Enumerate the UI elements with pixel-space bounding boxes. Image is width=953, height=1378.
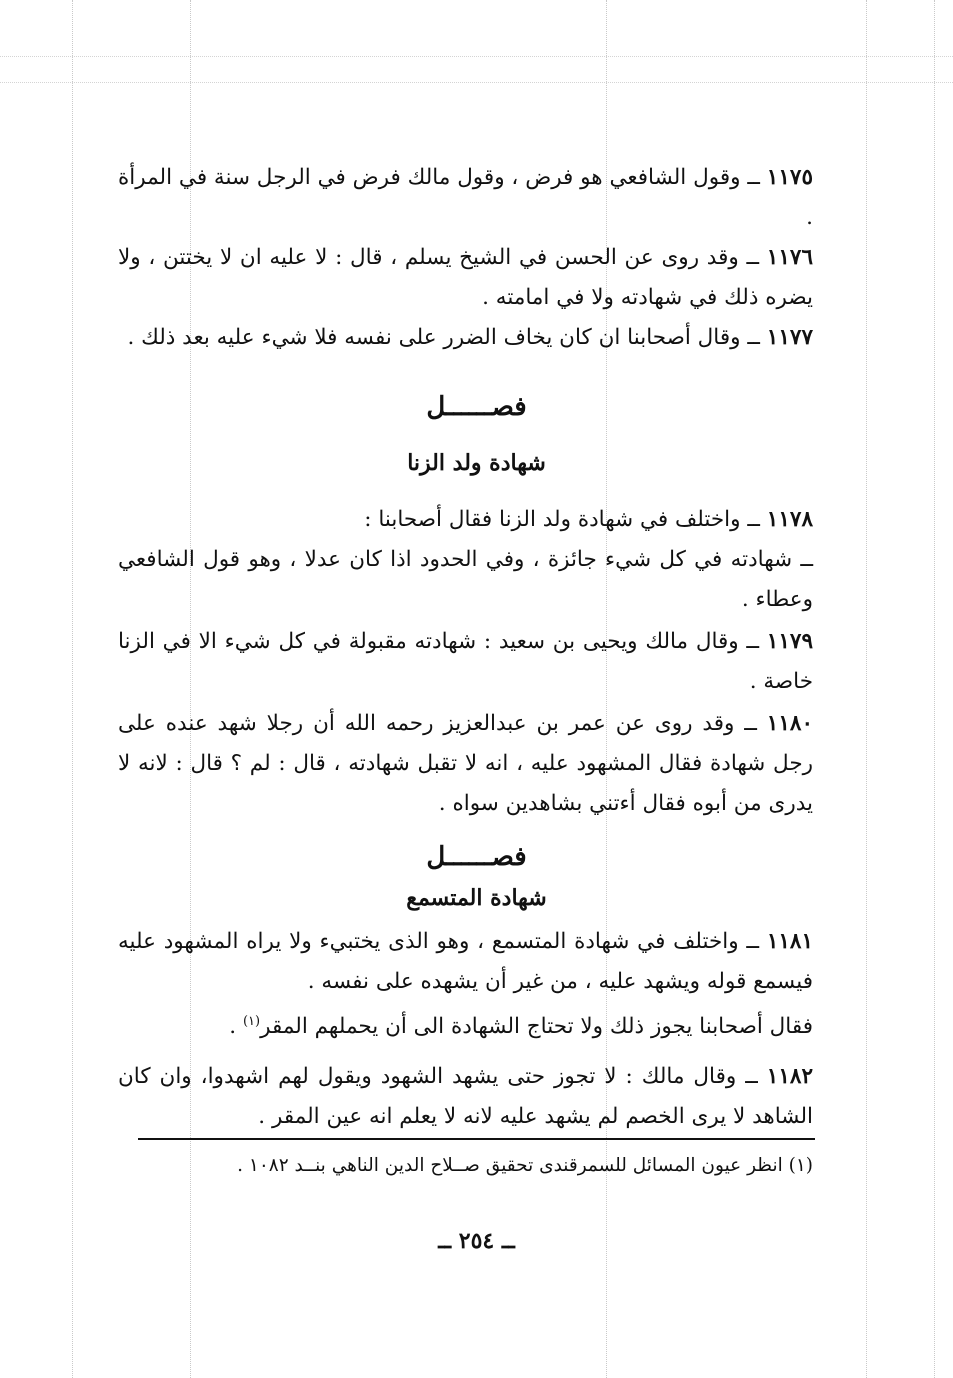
paragraph-1181-continued <box>118 1002 813 1047</box>
paragraph-1182 <box>118 1057 813 1137</box>
paragraph-1178-continued <box>118 540 813 620</box>
footnote-divider <box>138 1138 815 1140</box>
footnote-block <box>118 1150 813 1182</box>
paragraph-text: ــ وقد روى عن عمر بن عبدالعزيز رحمه الله أن رجلا شهد عنده على رجل شهادة فقال المشهود عليه ، انه لا تقبل شهادته ، قال : لم ؟ قال : لانه لا يدرى من أبوه فقال أءتني بشاهدين سواه . <box>118 711 813 816</box>
section-subheading <box>0 450 953 476</box>
scan-dotted-line <box>866 0 867 1378</box>
paragraph-number: ١١٨٢ <box>766 1064 813 1090</box>
paragraph-1175 <box>118 158 813 238</box>
paragraph-1179 <box>118 622 813 702</box>
paragraph-1181 <box>118 922 813 1002</box>
paragraph-number: ١١٧٩ <box>766 629 813 654</box>
scan-dotted-line <box>72 0 73 1378</box>
section-heading <box>0 392 953 422</box>
paragraph-number: ١١٨١ <box>766 929 814 954</box>
section-heading <box>0 842 953 872</box>
paragraph-text: ــ وقال مالك : لا تجوز حتى يشهد الشهود ويقول لهم اشهدوا، وان كان الشاهد لا يرى الخصم لم يشهد عليه لانه لا يعلم انه عين المقر . <box>118 1064 813 1130</box>
paragraph-text: ــ واختلف في شهادة ولد الزنا فقال أصحابنا : <box>364 507 760 532</box>
paragraph-group-middle <box>118 500 813 824</box>
section-heading-text: فصــــــل <box>426 842 527 872</box>
paragraph-text: ــ شهادته في كل شيء جائزة ، وفي الحدود اذا كان عدلا ، وهو قول الشافعي وعطاء . <box>118 547 813 612</box>
paragraph-text-end: . <box>229 1014 243 1040</box>
paragraph-number: ١١٧٥ <box>766 165 813 190</box>
paragraph-number: ١١٨٠ <box>766 711 813 736</box>
paragraph-1178 <box>118 500 813 540</box>
section-subheading-text: شهادة ولد الزنا <box>407 450 546 476</box>
paragraph-text: ــ وقول الشافعي هو فرض ، وقول مالك فرض في الرجل سنة في المرأة . <box>118 165 813 230</box>
section-subheading <box>0 885 953 911</box>
paragraph-number: ١١٧٧ <box>766 325 813 350</box>
section-heading-text: فصــــــل <box>426 392 527 422</box>
scan-dotted-line <box>934 0 935 1378</box>
paragraph-text: ــ واختلف في شهادة المتسمع ، وهو الذى يختبيء ولا يراه المشهود عليه فيسمع قوله ويشهد عليه ، من غير أن يشهده على نفسه . <box>118 929 813 994</box>
paragraph-1177 <box>118 318 813 358</box>
paragraph-number: ١١٧٨ <box>766 507 813 532</box>
paragraph-text: فقال أصحابنا يجوز ذلك ولا تحتاج الشهادة الى أن يحملهم المقر <box>260 1014 813 1040</box>
paragraph-group-top <box>118 158 813 358</box>
paragraph-group-bottom <box>118 922 813 1137</box>
page-number: ــ ٢٥٤ ــ <box>438 1228 515 1254</box>
scan-dotted-line <box>0 82 953 83</box>
paragraph-text: ــ وقال أصحابنا ان كان يخاف الضرر على نفسه فلا شيء عليه بعد ذلك . <box>127 325 760 350</box>
footnote: (١) انظر عيون المسائل للسمرقندى تحقيق صــلاح الدين الناهي بنــد ١٠٨٢ . <box>237 1155 813 1176</box>
section-subheading-text: شهادة المتسمع <box>406 885 547 911</box>
paragraph-text: ــ وقد روى عن الحسن في الشيخ يسلم ، قال : لا عليه ان لا يختتن ، ولا يضره ذلك في شهادته ولا في امامته . <box>118 245 813 310</box>
footnote-reference: (١) <box>242 1014 261 1029</box>
paragraph-number: ١١٧٦ <box>766 245 813 270</box>
paragraph-1180 <box>118 704 813 824</box>
paragraph-text: ــ وقال مالك ويحيى بن سعيد : شهادته مقبولة في كل شيء الا في الزنا خاصة . <box>118 629 813 694</box>
scan-dotted-line <box>0 56 953 57</box>
paragraph-1176 <box>118 238 813 318</box>
